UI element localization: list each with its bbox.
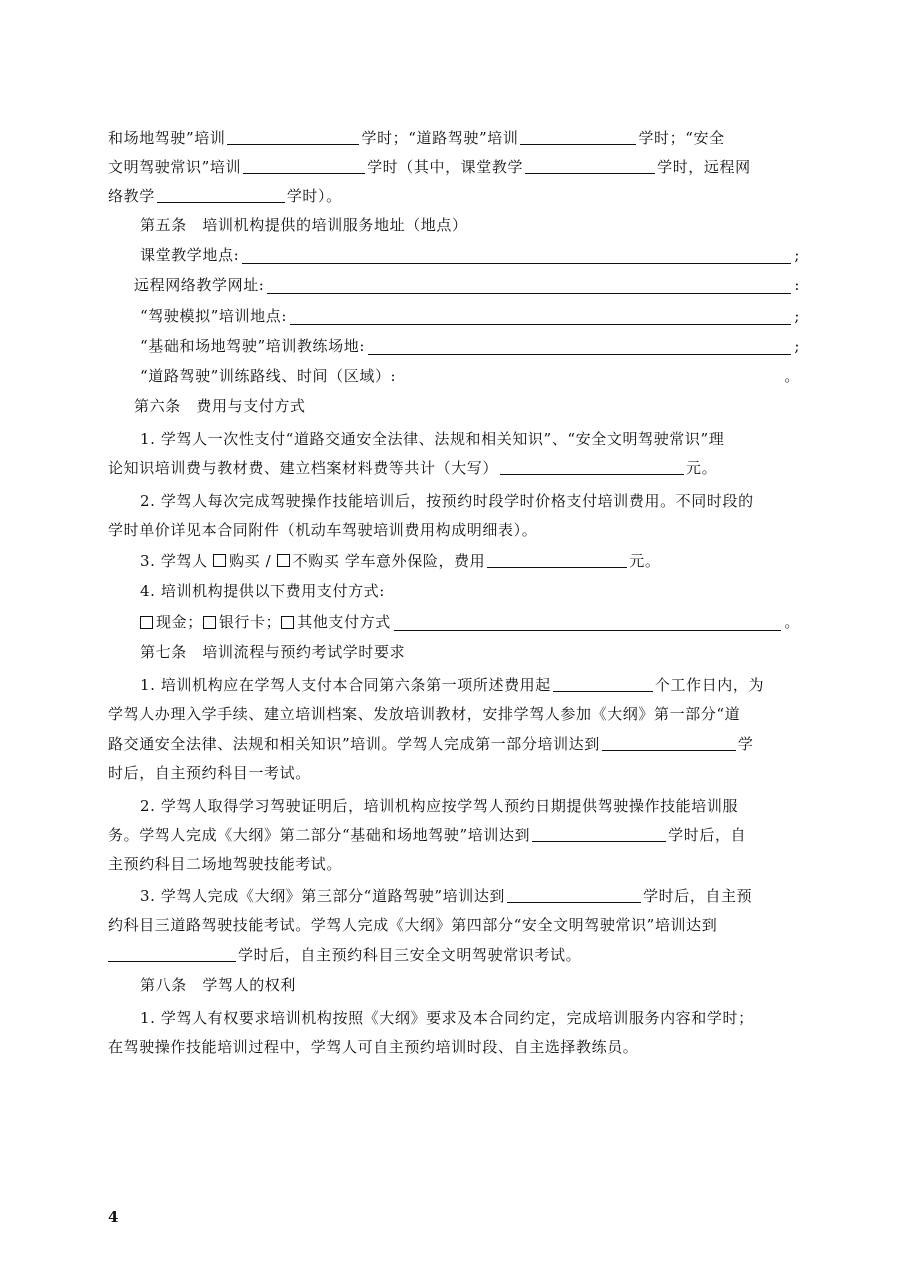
text-line: 络教学 学时）。 <box>108 187 342 205</box>
road-route-line: “道路驾驶”训练路线、时间（区域）: 。 <box>140 367 800 385</box>
text-line: 1. 学驾人一次性支付“道路交通安全法律、法规和相关知识”、“安全文明驾驶常识”理 <box>140 430 725 448</box>
buy-checkbox[interactable] <box>213 554 226 567</box>
blank-field[interactable] <box>553 675 653 692</box>
blank-field[interactable] <box>507 886 641 903</box>
text-line: 务。学驾人完成《大纲》第二部分“基础和场地驾驶”培训达到 学时后，自 <box>108 826 747 844</box>
article-6-heading: 第六条 费用与支付方式 <box>134 397 306 415</box>
remote-url-field[interactable] <box>267 277 791 294</box>
blank-field[interactable] <box>487 551 627 568</box>
classroom-address-line: 课堂教学地点: ; <box>140 246 800 264</box>
basic-field-input[interactable] <box>368 338 791 355</box>
other-checkbox[interactable] <box>281 616 294 629</box>
text-line: 2. 学驾人每次完成驾驶操作技能培训后，按预约时段学时价格支付培训费用。不同时段的 <box>140 492 754 510</box>
text-line: 论知识培训费与教材费、建立档案材料费等共计（大写） 元。 <box>108 459 718 477</box>
blank-field[interactable] <box>602 734 736 751</box>
text-line: 学时后，自主预约科目三安全文明驾驶常识考试。 <box>108 944 800 966</box>
text-line: 文明驾驶常识”培训 学时（其中，课堂教学 学时，远程网 <box>108 158 751 176</box>
text-line: 1. 培训机构应在学驾人支付本合同第六条第一项所述费用起 个工作日内，为 <box>140 676 765 694</box>
blank-field[interactable] <box>500 458 684 475</box>
remote-url-line: 远程网络教学网址: : <box>134 276 800 294</box>
no-buy-checkbox[interactable] <box>277 554 290 567</box>
text-line: 1. 学驾人有权要求培训机构按照《大纲》要求及本合同约定，完成培训服务内容和学时； <box>140 1009 754 1027</box>
blank-field[interactable] <box>108 945 236 962</box>
text-line: 时后，自主预约科目一考试。 <box>108 764 311 782</box>
text-line: 在驾驶操作技能培训过程中，学驾人可自主预约培训时段、自主选择教练员。 <box>108 1038 639 1056</box>
page-number: 4 <box>108 1208 119 1226</box>
text-line: 和场地驾驶”培训 学时；“道路驾驶”培训 学时；“安全 <box>108 129 725 147</box>
text-line: 约科目三道路驾驶技能考试。学驾人完成《大纲》第四部分“安全文明驾驶常识”培训达到 <box>108 916 718 934</box>
blank-field[interactable] <box>243 157 365 174</box>
card-checkbox[interactable] <box>203 616 216 629</box>
payment-methods-line: 现金； 银行卡； 其他支付方式 。 <box>140 611 800 633</box>
text-line: 2. 学驾人取得学习驾驶证明后，培训机构应按学驾人预约日期提供驾驶操作技能培训服 <box>140 797 739 815</box>
blank-field[interactable] <box>525 157 655 174</box>
other-payment-field[interactable] <box>394 614 782 631</box>
text-line: 路交通安全法律、法规和相关知识”培训。学驾人完成第一部分培训达到 学 <box>108 735 754 753</box>
blank-field[interactable] <box>227 128 359 145</box>
article-8-heading: 第八条 学驾人的权利 <box>140 976 297 994</box>
basic-field-line: “基础和场地驾驶”培训教练场地: ; <box>140 337 800 355</box>
cash-checkbox[interactable] <box>140 616 153 629</box>
text-line: 主预约科目二场地驾驶技能考试。 <box>108 855 343 873</box>
simulate-location-line: “驾驶模拟”培训地点: ; <box>140 307 800 325</box>
insurance-line: 3. 学驾人 购买 / 不购买 学车意外保险，费用 元。 <box>140 552 661 570</box>
text-line: 3. 学驾人完成《大纲》第三部分“道路驾驶”培训达到 学时后，自主预 <box>140 887 753 905</box>
classroom-address-field[interactable] <box>242 247 791 264</box>
article-5-heading: 第五条 培训机构提供的培训服务地址（地点） <box>140 216 468 234</box>
text-line: 学时单价详见本合同附件（机动车驾驶培训费用构成明细表）。 <box>108 521 538 539</box>
text-line: 学驾人办理入学手续、建立培训档案、发放培训教材，安排学驾人参加《大纲》第一部分“道 <box>108 705 741 723</box>
blank-field[interactable] <box>157 186 285 203</box>
article-7-heading: 第七条 培训流程与预约考试学时要求 <box>140 643 406 661</box>
text-line: 4. 培训机构提供以下费用支付方式: <box>140 582 385 600</box>
blank-field[interactable] <box>532 825 666 842</box>
blank-field[interactable] <box>520 128 636 145</box>
simulate-location-field[interactable] <box>290 308 791 325</box>
